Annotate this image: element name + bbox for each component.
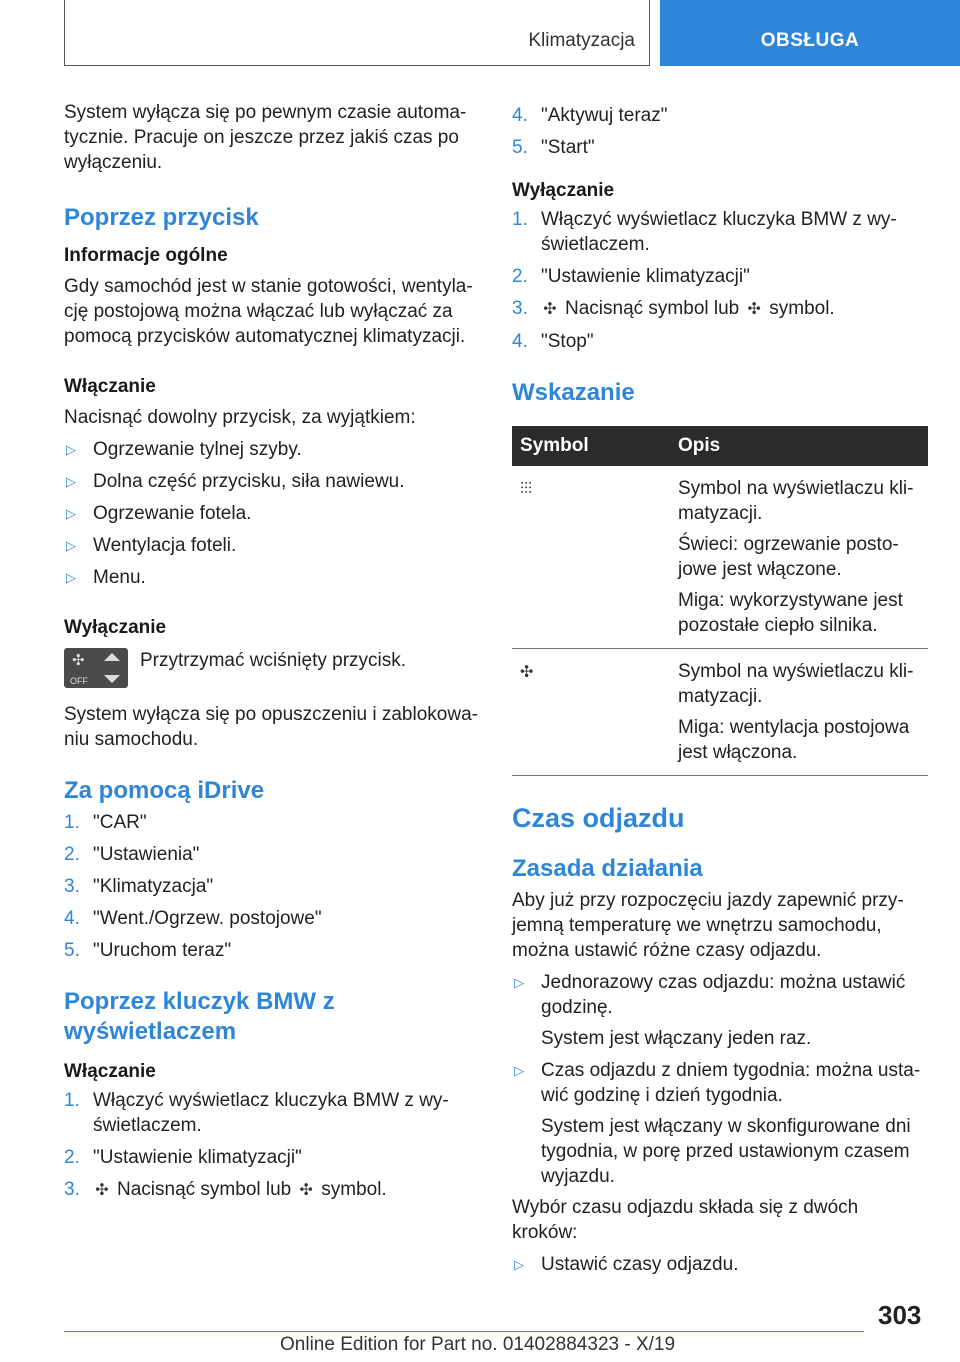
list-item: ▷ Ogrzewanie fotela. xyxy=(66,503,252,524)
switch-off-row xyxy=(64,648,480,688)
symbol-table xyxy=(512,426,928,776)
triangle-bullet-icon: ▷ xyxy=(514,1063,524,1078)
heading-display: Wskazanie xyxy=(512,379,635,406)
page-number: 303 xyxy=(878,1300,922,1330)
list-item: 2. "Ustawienie klimatyzacji" xyxy=(64,1147,302,1168)
list-item: ▷ Ogrzewanie tylnej szyby. xyxy=(66,439,302,460)
idrive-steps xyxy=(64,810,480,963)
fan-icon: ✣ xyxy=(72,652,85,669)
key-off-steps xyxy=(512,207,928,354)
switch-on-text: Nacisnąć dowolny przycisk, za wyjątkiem: xyxy=(64,407,416,428)
table-row: ✣ Symbol na wyświetlaczu klimatyzacji. Miga: wentylacja postojowa jest włączona. xyxy=(512,649,928,776)
heading-button: Poprzez przycisk xyxy=(64,204,259,231)
intro-text: System wyłącza się po pewnym czasie automatycznie. Pracuje on jeszcze przez jakiś czas po wyłączeniu. xyxy=(64,102,467,173)
list-item: 4. "Stop" xyxy=(512,331,594,352)
heading-key-on: Włączanie xyxy=(64,1061,156,1082)
triangle-bullet-icon: ▷ xyxy=(514,975,524,990)
footer-edition: Online Edition for Part no. 01402884323 - X/19 xyxy=(280,1334,676,1355)
heading-switch-on: Włączanie xyxy=(64,376,156,397)
triangle-bullet-icon: ▷ xyxy=(514,1257,524,1272)
list-item: 4. "Went./Ogrzew. postojowe" xyxy=(64,908,322,929)
steps-intro: Wybór czasu odjazdu składa się z dwóch kroków: xyxy=(512,1197,859,1243)
list-item: 4. "Aktywuj teraz" xyxy=(512,105,668,126)
key-on-steps-cont xyxy=(512,103,928,160)
heading-departure: Czas odjazdu xyxy=(512,803,685,833)
switch-off-text: Przytrzymać wciśnięty przycisk. xyxy=(140,650,407,671)
header-section-box xyxy=(64,0,650,66)
switch-off-after: System wyłącza się po opuszczeniu i zablokowaniu samochodu. xyxy=(64,704,478,750)
header-chapter-box xyxy=(660,0,960,66)
chapter-title: OBSŁUGA xyxy=(760,30,860,51)
table-header-description: Opis xyxy=(666,426,928,466)
list-item: 5. "Start" xyxy=(512,137,595,158)
heading-general: Informacje ogólne xyxy=(64,245,228,266)
list-item: 1. Włączyć wyświetlacz kluczyka BMW z wyświetlaczem. xyxy=(64,1090,449,1136)
arrow-down-icon xyxy=(104,675,120,683)
list-item: ▷ Dolna część przycisku, siła nawiewu. xyxy=(66,471,405,492)
heading-switch-off: Wyłączanie xyxy=(64,617,167,638)
heading-key-off: Wyłączanie xyxy=(512,180,615,201)
right-column xyxy=(512,100,928,1277)
triangle-bullet-icon: ▷ xyxy=(66,506,76,521)
list-item: ▷ Jednorazowy czas odjazdu: można ustawić godzinę. System jest włączany jeden raz. xyxy=(514,972,906,1049)
triangle-bullet-icon: ▷ xyxy=(66,442,76,457)
principle-list xyxy=(512,970,928,1189)
list-item: 2. "Ustawienie klimatyzacji" xyxy=(512,266,750,287)
fan-icon: ✣ xyxy=(543,301,557,318)
fan-icon: ✣ xyxy=(520,664,534,681)
heading-key: Poprzez kluczyk BMW z wyświetlaczem xyxy=(64,988,335,1045)
fan-icon: ✣ xyxy=(95,1182,109,1199)
list-item: 5. "Uruchom teraz" xyxy=(64,940,232,961)
list-item: 3. "Klimatyzacja" xyxy=(64,876,214,897)
arrow-up-icon xyxy=(104,653,120,661)
steps-list xyxy=(512,1252,928,1277)
heat-waves-icon: ⫶⫶⫶ xyxy=(520,481,533,498)
fan-off-button-icon xyxy=(64,648,128,688)
list-item: 3. ✣ Nacisnąć symbol lub ✣ symbol. xyxy=(512,296,928,322)
triangle-bullet-icon: ▷ xyxy=(66,474,76,489)
triangle-bullet-icon: ▷ xyxy=(66,538,76,553)
section-title: Klimatyzacja xyxy=(528,30,635,51)
key-on-steps xyxy=(64,1088,480,1203)
heading-principle: Zasada działania xyxy=(512,855,703,882)
heading-idrive: Za pomocą iDrive xyxy=(64,777,265,804)
exception-list xyxy=(64,437,480,590)
left-column xyxy=(64,100,480,1203)
list-item: 2. "Ustawienia" xyxy=(64,844,200,865)
list-item: 1. Włączyć wyświetlacz kluczyka BMW z wyświetlaczem. xyxy=(512,209,897,255)
list-item: 3. ✣ Nacisnąć symbol lub ✣ symbol. xyxy=(64,1177,480,1203)
list-item: ▷ Czas odjazdu z dniem tygodnia: można ustawić godzinę i dzień tygodnia. System jest włączany w skonfigurowane dni tygodnia, w porę przed ustawionym czasem wyjazdu. xyxy=(514,1060,921,1187)
fan-icon: ✣ xyxy=(747,301,761,318)
list-item: ▷ Wentylacja foteli. xyxy=(66,535,237,556)
triangle-bullet-icon: ▷ xyxy=(66,570,76,585)
list-item: 1. "CAR" xyxy=(64,812,147,833)
table-row: ⫶⫶⫶ Symbol na wyświetlaczu klimatyzacji. Świeci: ogrzewanie postojowe jest włączone. Miga: wykorzystywane jest pozostałe ciepło silnika. xyxy=(512,466,928,649)
list-item: ▷ Ustawić czasy odjazdu. xyxy=(514,1254,739,1275)
list-item: ▷ Menu. xyxy=(66,567,146,588)
footer-divider xyxy=(64,1331,864,1332)
table-header-symbol: Symbol xyxy=(512,426,666,466)
off-label: OFF xyxy=(70,676,88,686)
principle-text: Aby już przy rozpoczęciu jazdy zapewnić przyjemną temperaturę we wnętrzu samochodu, można ustawić różne czasy odjazdu. xyxy=(512,890,904,961)
fan-icon: ✣ xyxy=(299,1182,313,1199)
general-text: Gdy samochód jest w stanie gotowości, wentylację postojową można włączać lub wyłączać za pomocą przycisków automatycznej klimatyzacji. xyxy=(64,276,473,347)
